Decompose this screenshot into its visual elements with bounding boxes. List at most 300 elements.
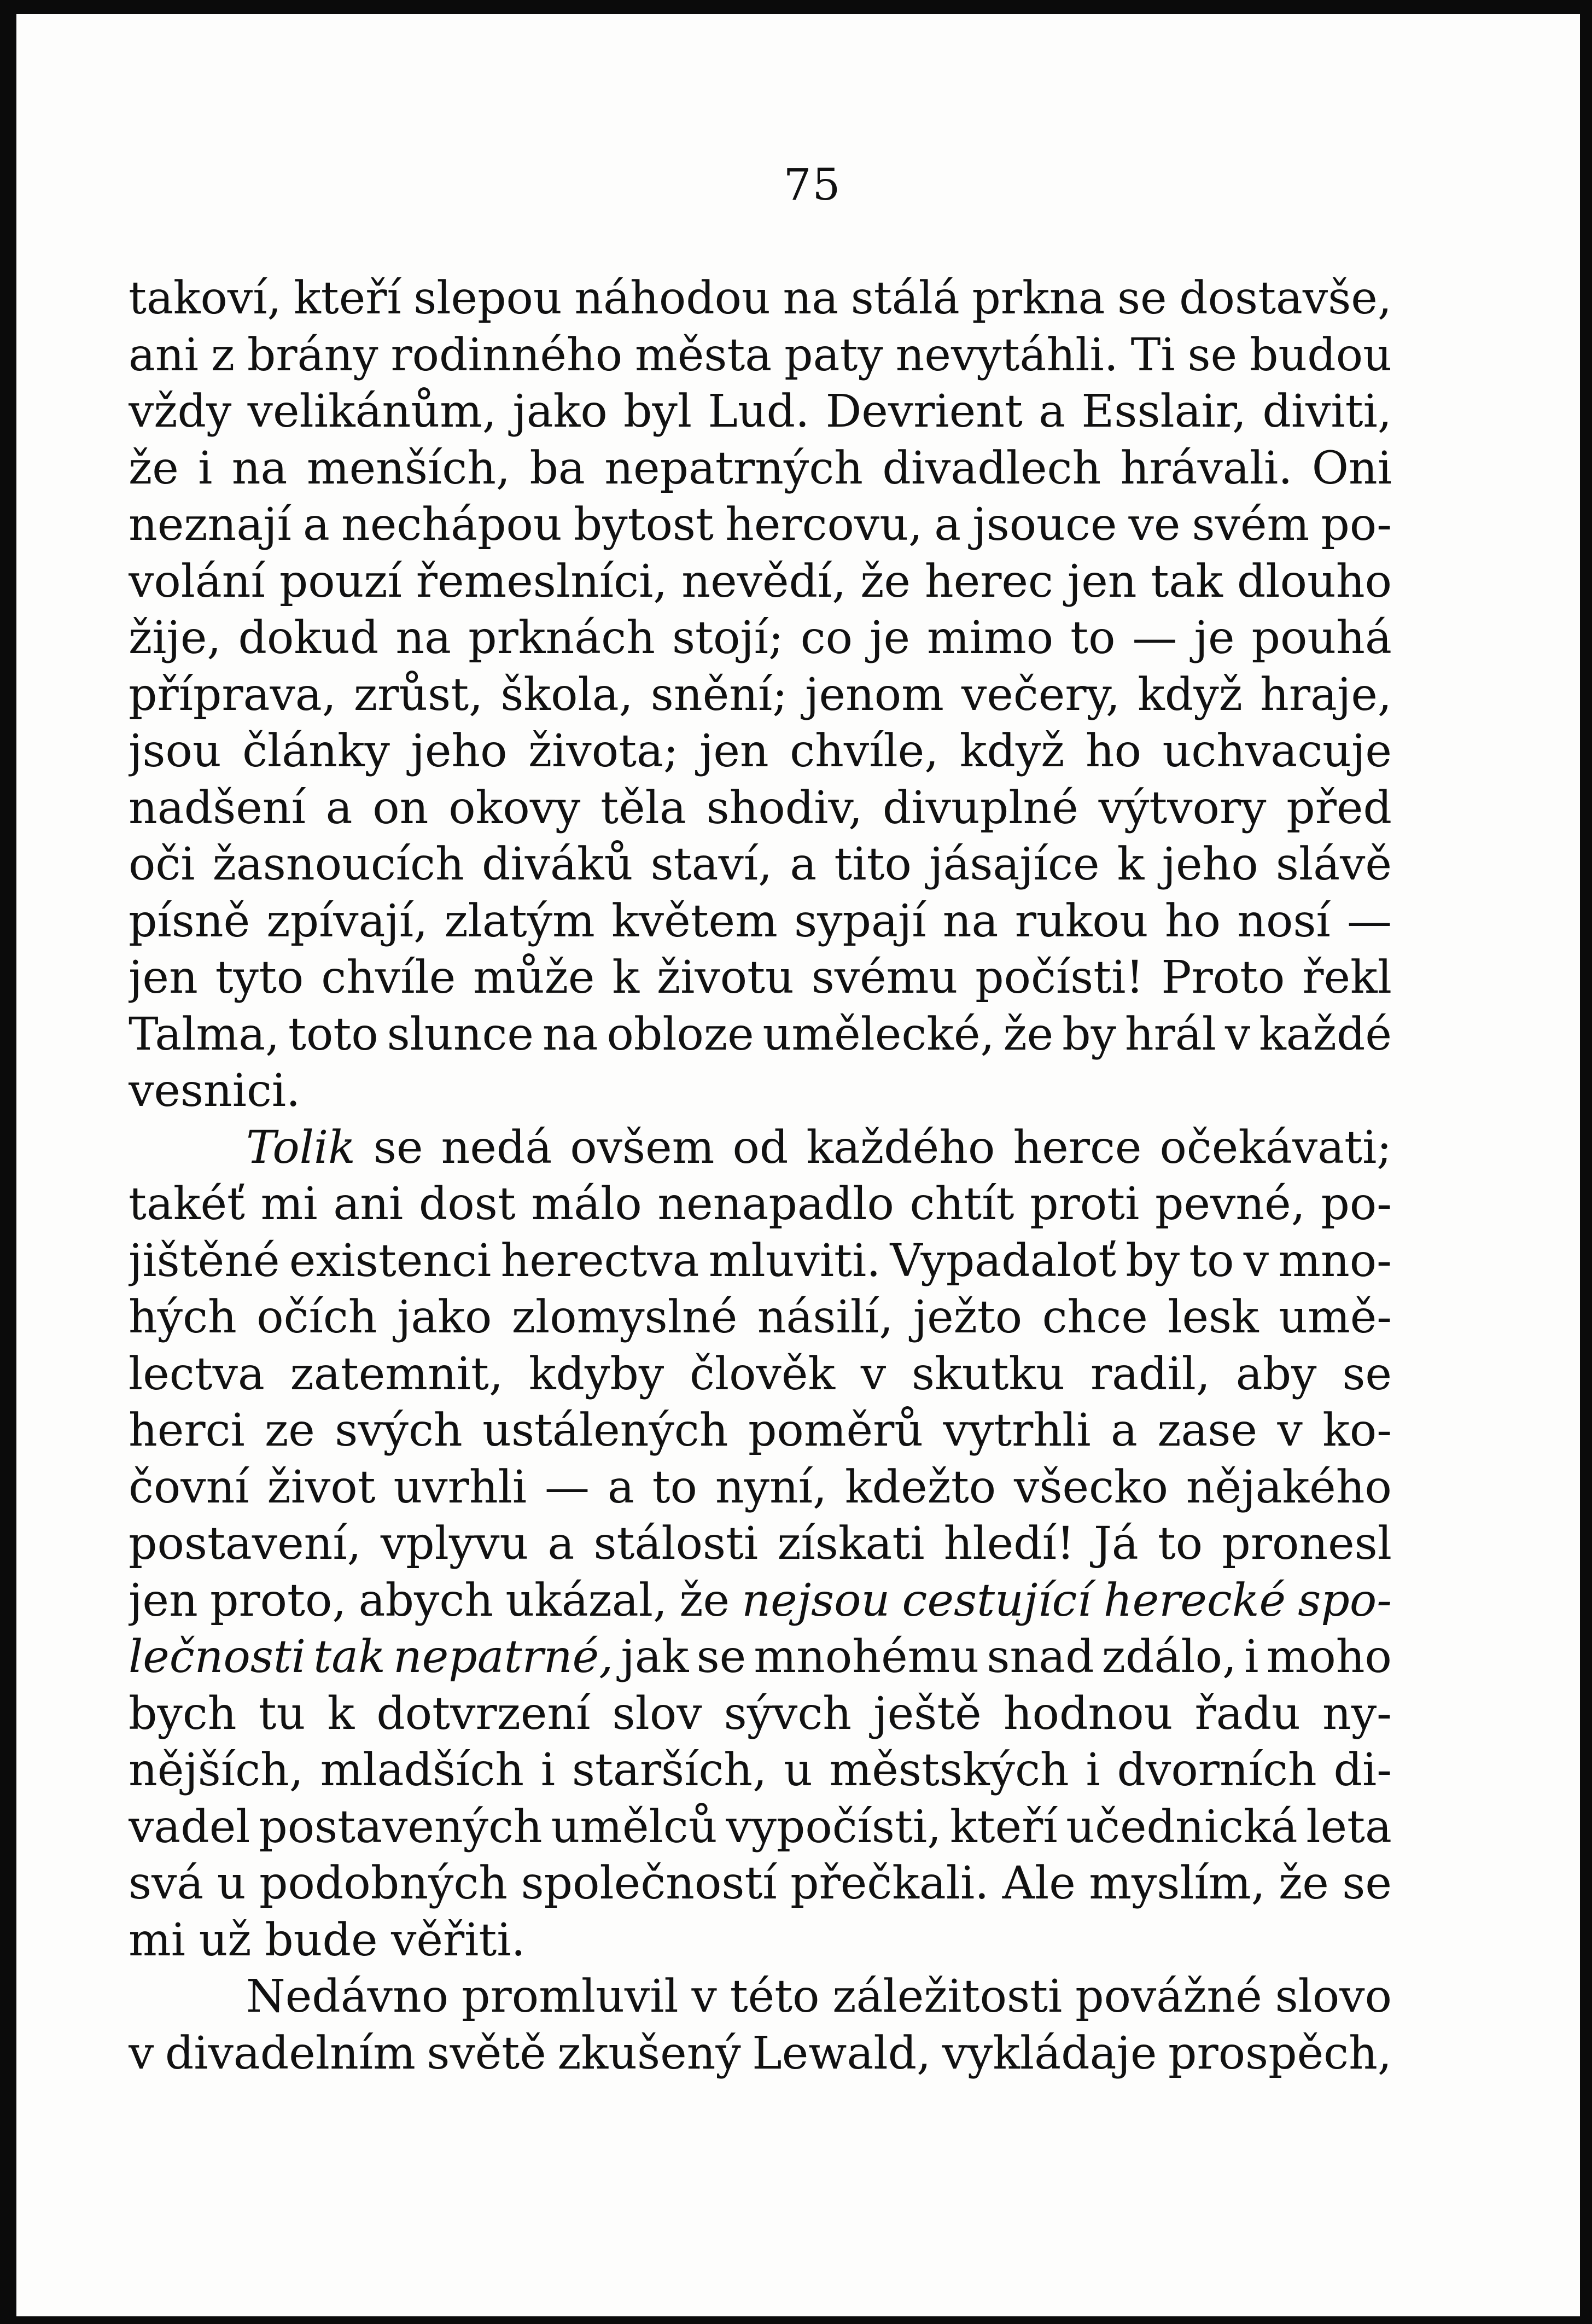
word: by xyxy=(1062,1008,1116,1061)
word: světě xyxy=(427,2027,546,2080)
word: zase xyxy=(1157,1405,1258,1457)
word: di- xyxy=(1333,1744,1392,1796)
italic-word: tak xyxy=(313,1631,386,1683)
word: všecko xyxy=(1014,1461,1168,1513)
word: květem xyxy=(611,895,778,947)
word: Ti xyxy=(1130,329,1175,381)
word: bytost xyxy=(573,499,714,551)
word: člověk xyxy=(690,1348,836,1400)
word: nyní, xyxy=(715,1461,827,1513)
word: čovní xyxy=(129,1461,249,1513)
word: a xyxy=(303,499,330,551)
word: se xyxy=(1342,1857,1392,1909)
word: dost xyxy=(418,1178,516,1230)
word: slovo xyxy=(1275,1971,1392,2023)
word: žije, xyxy=(129,612,221,664)
word: prospěch, xyxy=(1168,2027,1392,2080)
word: učednická xyxy=(1066,1801,1298,1853)
word: okovy xyxy=(448,782,581,834)
word: v xyxy=(129,2027,154,2080)
word: to xyxy=(652,1461,697,1513)
word: to xyxy=(1157,1518,1203,1570)
word: ba xyxy=(529,442,585,494)
word: povážné xyxy=(1075,1971,1262,2023)
word: tito xyxy=(834,838,912,890)
word: brány xyxy=(247,329,378,381)
word: Lud. xyxy=(708,386,810,438)
text-line xyxy=(129,950,1392,1006)
word: nepatrných xyxy=(604,442,863,494)
word: ze xyxy=(265,1405,315,1457)
word: byl xyxy=(623,386,692,438)
word: Vypadaloť xyxy=(890,1234,1117,1287)
word: městských xyxy=(829,1744,1069,1796)
text-line xyxy=(129,610,1392,667)
word: jako xyxy=(396,1291,492,1343)
word: kteří xyxy=(294,272,401,324)
word: vykládaje xyxy=(942,2027,1157,2080)
word: jako xyxy=(512,386,608,438)
word: nosí xyxy=(1237,895,1331,947)
word: stálá xyxy=(850,272,960,324)
word: vadel xyxy=(129,1801,250,1853)
word: hrávali. xyxy=(1120,442,1293,494)
word: svá xyxy=(129,1857,204,1909)
word: dvorních xyxy=(1117,1744,1317,1796)
word: mladších xyxy=(320,1744,524,1796)
word: moho xyxy=(1266,1631,1392,1683)
word: škola, xyxy=(500,668,633,721)
word: očekávati; xyxy=(1159,1121,1392,1174)
word: zkušený xyxy=(557,2027,741,2080)
word: skutku xyxy=(912,1348,1065,1400)
word: hledí! xyxy=(943,1518,1075,1570)
word: mluviti. xyxy=(708,1234,881,1287)
word: jen xyxy=(1067,555,1137,608)
word: hodnou xyxy=(1003,1687,1173,1740)
word: Lewald, xyxy=(752,2027,931,2080)
word: takoví, xyxy=(129,272,282,324)
word: z xyxy=(211,329,235,381)
word: záležitosti xyxy=(832,1971,1063,2023)
word: umělců xyxy=(551,1801,718,1853)
word: i xyxy=(1086,1744,1100,1796)
word: slov xyxy=(612,1687,702,1740)
text-line xyxy=(129,1686,1392,1743)
word: bych xyxy=(129,1687,237,1740)
word: ustálených xyxy=(482,1405,728,1457)
word: jen xyxy=(699,725,769,777)
word: herci xyxy=(129,1405,245,1457)
italic-word: Tolik xyxy=(246,1121,355,1174)
word: starších, xyxy=(572,1744,767,1796)
word: jištěné xyxy=(129,1234,280,1287)
word: na xyxy=(395,612,452,664)
word: v xyxy=(860,1348,887,1400)
word: velikánům, xyxy=(247,386,497,438)
page-number: 75 xyxy=(783,159,842,210)
word: poměrů xyxy=(748,1405,924,1457)
word: menších, xyxy=(306,442,511,494)
word: kdyby xyxy=(528,1348,664,1400)
word: aby xyxy=(1235,1348,1317,1400)
word: paty xyxy=(784,329,883,381)
word: města xyxy=(634,329,772,381)
word: to xyxy=(1070,612,1116,664)
word: ovšem xyxy=(570,1121,715,1174)
word: se xyxy=(1342,1348,1392,1400)
word: žasnoucích xyxy=(212,838,464,890)
word: násilí, xyxy=(757,1291,894,1343)
text-line xyxy=(129,780,1392,837)
word: nevědí, xyxy=(681,555,847,608)
word: sývch xyxy=(724,1687,852,1740)
word: lectva xyxy=(129,1348,265,1400)
word: této xyxy=(730,1971,820,2023)
word: chtít xyxy=(909,1178,1014,1230)
word: vždy xyxy=(129,386,232,438)
word: umělecké, xyxy=(762,1008,995,1061)
word: budou xyxy=(1249,329,1392,381)
word: když xyxy=(1138,668,1243,721)
word: slunce xyxy=(387,1008,534,1061)
word: život xyxy=(267,1461,376,1513)
text-line xyxy=(129,1120,1392,1176)
word: v xyxy=(691,1971,717,2023)
word: jak xyxy=(621,1631,689,1683)
word: dlouho xyxy=(1237,555,1392,608)
body-text xyxy=(129,270,1392,2082)
word: před xyxy=(1286,782,1392,834)
word: ho xyxy=(1085,725,1142,777)
word: nedá xyxy=(441,1121,552,1174)
word: že xyxy=(1003,1008,1054,1061)
text-line xyxy=(129,1289,1392,1346)
text-line xyxy=(129,554,1392,610)
word: vytrhli xyxy=(943,1405,1091,1457)
word: prknách xyxy=(468,612,655,664)
word: Talma, xyxy=(129,1008,280,1061)
word: po- xyxy=(1321,1178,1392,1230)
text-line xyxy=(129,1402,1392,1459)
word: bude xyxy=(265,1914,378,1966)
word: rukou xyxy=(1014,895,1148,947)
word: a xyxy=(1111,1405,1138,1457)
word: přečkali. xyxy=(790,1857,989,1909)
word: toto xyxy=(288,1008,378,1061)
word: hercovu, xyxy=(725,499,923,551)
word: zdálo, xyxy=(1101,1631,1237,1683)
text-line xyxy=(129,1799,1392,1856)
text-line xyxy=(129,1572,1392,1629)
word: příprava, xyxy=(129,668,336,721)
word: ukázal, xyxy=(505,1574,668,1627)
text-line xyxy=(129,270,1392,327)
word: na xyxy=(231,442,288,494)
word: pouzí xyxy=(279,555,402,608)
word: na xyxy=(542,1008,598,1061)
word: nevytáhli. xyxy=(895,329,1118,381)
word: snad xyxy=(987,1631,1094,1683)
text-line xyxy=(129,327,1392,384)
word: zlatým xyxy=(444,895,595,947)
word: rodinného xyxy=(390,329,623,381)
word: pouhá xyxy=(1251,612,1392,664)
word: nějakého xyxy=(1186,1461,1392,1513)
word: zatemnit, xyxy=(290,1348,504,1400)
text-line xyxy=(129,1346,1392,1403)
word: k xyxy=(1117,838,1145,890)
italic-word: spo- xyxy=(1298,1574,1392,1627)
word: nadšení xyxy=(129,782,306,834)
word: pronesl xyxy=(1222,1518,1392,1570)
word: oči xyxy=(129,838,195,890)
word: jeho xyxy=(411,725,508,777)
word: svému xyxy=(811,952,958,1004)
word: Ale xyxy=(1002,1857,1076,1909)
word: herec xyxy=(924,555,1053,608)
word: i xyxy=(1244,1631,1259,1683)
word: Proto xyxy=(1161,952,1285,1004)
word: životu xyxy=(656,952,794,1004)
word: chce xyxy=(1042,1291,1148,1343)
word: že xyxy=(129,442,179,494)
word: uchvacuje xyxy=(1162,725,1392,777)
word: hraje, xyxy=(1260,668,1392,721)
word: Devrient xyxy=(825,386,1023,438)
word: po- xyxy=(1321,499,1392,551)
word: Nedávno xyxy=(246,1971,449,2023)
word: jeho xyxy=(1162,838,1258,890)
word: články xyxy=(242,725,390,777)
word: večery, xyxy=(961,668,1121,721)
word: prkna xyxy=(972,272,1105,324)
word: nechápou xyxy=(341,499,562,551)
word: kdežto xyxy=(844,1461,996,1513)
word: volání xyxy=(129,555,265,608)
word: a xyxy=(790,838,817,890)
word: kteří xyxy=(949,1801,1058,1853)
word: svých xyxy=(335,1405,463,1457)
text-line xyxy=(129,383,1392,440)
word: neznají xyxy=(129,499,291,551)
word: pevné, xyxy=(1154,1178,1305,1230)
word: — xyxy=(1346,895,1392,947)
word: nějších, xyxy=(129,1744,304,1796)
text-line xyxy=(129,893,1392,950)
word: lesk xyxy=(1168,1291,1259,1343)
word: zpívají, xyxy=(266,895,428,947)
word: na xyxy=(942,895,999,947)
word: vesnici. xyxy=(129,1065,301,1117)
italic-word: lečnosti xyxy=(129,1631,306,1683)
word: ani xyxy=(333,1178,404,1230)
text-line xyxy=(129,667,1392,724)
word: sypají xyxy=(794,895,926,947)
word: dotvrzení xyxy=(376,1687,591,1740)
word: herectva xyxy=(500,1234,699,1287)
word: ho xyxy=(1164,895,1221,947)
word: života; xyxy=(528,725,679,777)
word: Já xyxy=(1094,1518,1139,1570)
word: že xyxy=(1279,1857,1329,1909)
word: může xyxy=(473,952,595,1004)
word: ko- xyxy=(1322,1405,1392,1457)
word: leta xyxy=(1306,1801,1392,1853)
word: hrál xyxy=(1124,1008,1216,1061)
word: v xyxy=(1243,1234,1269,1287)
word: on xyxy=(372,782,429,834)
italic-word: nejsou xyxy=(742,1574,890,1627)
word: je xyxy=(870,612,910,664)
word: že xyxy=(860,555,911,608)
word: obloze xyxy=(607,1008,754,1061)
word: jenom xyxy=(805,668,944,721)
word: a xyxy=(1039,386,1066,438)
word: staví, xyxy=(650,838,773,890)
text-line xyxy=(129,2025,1392,2082)
word: dostavše, xyxy=(1179,272,1392,324)
word: radil, xyxy=(1090,1348,1210,1400)
word: ny- xyxy=(1322,1687,1392,1740)
word: u xyxy=(217,1857,246,1909)
text-line xyxy=(129,440,1392,497)
word: tyto xyxy=(215,952,304,1004)
word: k xyxy=(327,1687,355,1740)
word: snění; xyxy=(650,668,788,721)
word: se xyxy=(1117,272,1167,324)
word: řadu xyxy=(1194,1687,1301,1740)
word: málo xyxy=(531,1178,642,1230)
italic-word: nepatrné, xyxy=(393,1631,614,1683)
word: tu xyxy=(258,1687,306,1740)
word: hých xyxy=(129,1291,237,1343)
text-line xyxy=(129,1233,1392,1290)
word: řemeslníci, xyxy=(416,555,668,608)
word: vypočísti, xyxy=(726,1801,942,1853)
word: získati xyxy=(777,1518,925,1570)
word: na xyxy=(783,272,839,324)
word: dokud xyxy=(238,612,379,664)
word: zrůst, xyxy=(353,668,483,721)
word: a xyxy=(607,1461,634,1513)
word: postavených xyxy=(259,1801,543,1853)
text-line xyxy=(129,497,1392,554)
word: se xyxy=(696,1631,747,1683)
text-line xyxy=(129,1176,1392,1233)
word: nenapadlo xyxy=(657,1178,894,1230)
text-line xyxy=(129,1912,1392,1969)
word: jen xyxy=(129,952,198,1004)
text-line xyxy=(129,1063,1392,1120)
word: Oni xyxy=(1311,442,1392,494)
word: — xyxy=(1132,612,1177,664)
word: mno- xyxy=(1278,1234,1392,1287)
text-line xyxy=(129,1742,1392,1799)
word: každého xyxy=(806,1121,995,1174)
word: to xyxy=(1189,1234,1234,1287)
word: ve xyxy=(1128,499,1181,551)
word: každé xyxy=(1259,1008,1392,1061)
word: — xyxy=(544,1461,590,1513)
word: svém xyxy=(1192,499,1310,551)
text-line xyxy=(129,1459,1392,1516)
word: umě- xyxy=(1279,1291,1392,1343)
word: očích xyxy=(256,1291,377,1343)
word: proti xyxy=(1030,1178,1140,1230)
word: mnohému xyxy=(754,1631,979,1683)
word: písně xyxy=(129,895,250,947)
word: když xyxy=(959,725,1065,777)
word: tak xyxy=(1151,555,1223,608)
word: chvíle xyxy=(321,952,456,1004)
word: ježto xyxy=(913,1291,1023,1343)
text-line xyxy=(129,1968,1392,2025)
text-line xyxy=(129,1855,1392,1912)
word: stojí; xyxy=(672,612,784,664)
word: takéť xyxy=(129,1178,246,1230)
word: u xyxy=(783,1744,813,1796)
word: a xyxy=(547,1518,575,1570)
word: mi xyxy=(129,1914,185,1966)
word: k xyxy=(612,952,640,1004)
word: se xyxy=(1187,329,1238,381)
word: těla xyxy=(600,782,686,834)
word: od xyxy=(732,1121,789,1174)
word: jásajíce xyxy=(929,838,1100,890)
word: vplyvu xyxy=(380,1518,529,1570)
word: jsou xyxy=(129,725,221,777)
italic-word: herecké xyxy=(1103,1574,1286,1627)
word: by xyxy=(1126,1234,1180,1287)
word: stálosti xyxy=(593,1518,759,1570)
word: zlomyslné xyxy=(511,1291,738,1343)
word: slávě xyxy=(1275,838,1392,890)
word: se xyxy=(373,1121,423,1174)
text-line xyxy=(129,1516,1392,1572)
word: slepou xyxy=(413,272,562,324)
word: Esslair, xyxy=(1081,386,1247,438)
text-line xyxy=(129,723,1392,780)
word: promluvil xyxy=(462,1971,679,2023)
word: mimo xyxy=(927,612,1054,664)
word: ještě xyxy=(873,1687,982,1740)
word: divadlech xyxy=(882,442,1101,494)
word: věřiti. xyxy=(391,1914,526,1966)
word: proto, xyxy=(209,1574,347,1627)
word: postavení, xyxy=(129,1518,361,1570)
word: ani xyxy=(129,329,199,381)
word: shodiv, xyxy=(706,782,863,834)
word: v xyxy=(1224,1008,1251,1061)
word: jsouce xyxy=(972,499,1117,551)
text-line xyxy=(129,1629,1392,1686)
word: náhodou xyxy=(574,272,771,324)
word: diviti, xyxy=(1262,386,1392,438)
word: řekl xyxy=(1302,952,1392,1004)
word: mi xyxy=(260,1178,318,1230)
word: je xyxy=(1194,612,1235,664)
word: že xyxy=(679,1574,730,1627)
word: i xyxy=(198,442,213,494)
word: podobných xyxy=(259,1857,508,1909)
word: jen xyxy=(129,1574,198,1627)
word: herce xyxy=(1013,1121,1142,1174)
word: myslím, xyxy=(1089,1857,1266,1909)
word: divadelním xyxy=(165,2027,416,2080)
word: počísti! xyxy=(975,952,1144,1004)
word: divuplné xyxy=(882,782,1078,834)
